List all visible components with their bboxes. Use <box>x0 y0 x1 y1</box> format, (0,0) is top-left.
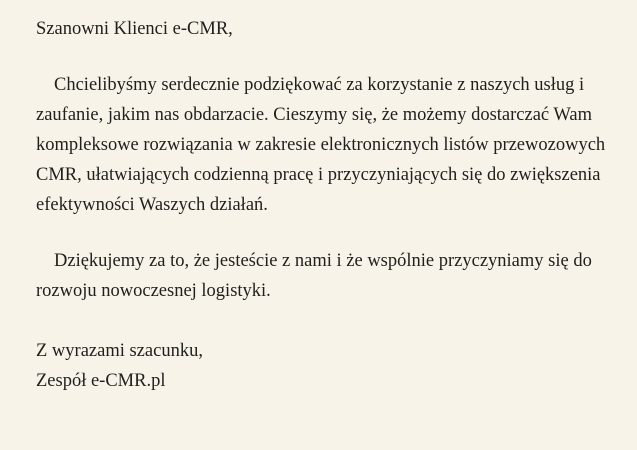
valediction: Z wyrazami szacunku, <box>36 341 203 361</box>
letter-body <box>36 14 621 396</box>
paragraph-closing-message: Dziękujemy za to, że jesteście z nami i że wspólnie przyczyniamy się do rozwoju nowoczesnej logistyki. <box>36 251 592 301</box>
paragraph-thanks: Chcielibyśmy serdecznie podziękować za korzystanie z naszych usług i zaufanie, jakim nas obdarzacie. Cieszymy się, że możemy dostarczać Wam kompleksowe rozwiązania w zakresie elektronicznych listów przewozowych CMR, ułatwiających codzienną pracę i przyczyniających się do zwiększenia efektywności Waszych działań. <box>36 75 606 215</box>
signature: Zespół e-CMR.pl <box>36 371 166 391</box>
closing-block <box>36 336 621 396</box>
salutation: Szanowni Klienci e-CMR, <box>36 19 233 39</box>
